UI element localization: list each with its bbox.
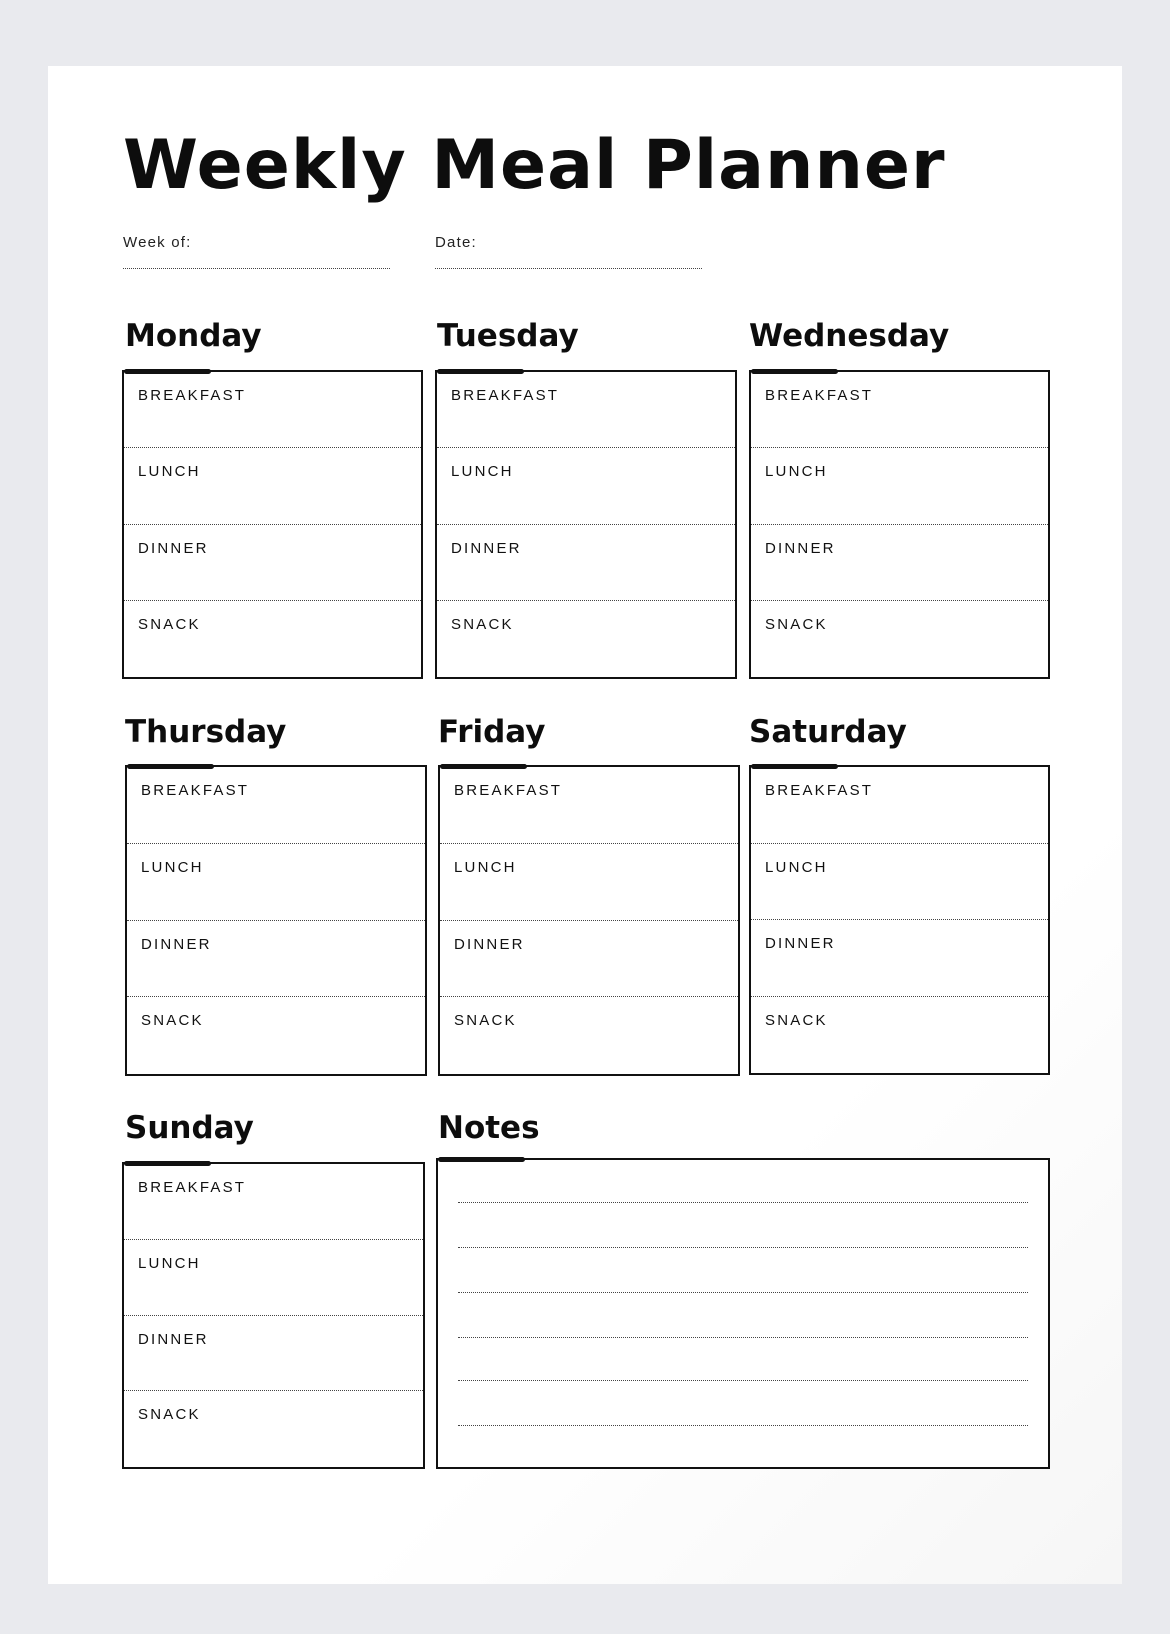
meal-slot-breakfast[interactable] [124, 1164, 423, 1240]
day-box-tuesday [435, 370, 737, 679]
meal-slot-dinner[interactable] [437, 525, 735, 601]
meal-slot-breakfast[interactable] [127, 767, 425, 844]
meal-label: SNACK [765, 615, 828, 633]
meal-label: SNACK [454, 1012, 517, 1030]
meal-label: SNACK [765, 1011, 828, 1029]
meal-slot-breakfast[interactable] [440, 767, 738, 844]
meal-label: DINNER [454, 935, 525, 953]
meal-slot-lunch[interactable] [751, 448, 1048, 524]
meal-slot-lunch[interactable] [127, 844, 425, 921]
meal-label: SNACK [138, 1406, 201, 1424]
meal-slot-breakfast[interactable] [437, 372, 735, 448]
day-box-thursday [125, 765, 427, 1076]
week-of-line[interactable] [123, 257, 390, 269]
day-heading-monday: Monday [125, 318, 262, 354]
day-heading-wednesday: Wednesday [749, 318, 950, 354]
notes-line[interactable] [458, 1292, 1028, 1293]
meal-slot-snack[interactable] [751, 601, 1048, 677]
meal-label: LUNCH [138, 1254, 201, 1272]
page-title: Weekly Meal Planner [123, 126, 946, 205]
notes-heading: Notes [438, 1110, 540, 1146]
meal-slot-breakfast[interactable] [124, 372, 421, 448]
meal-slot-lunch[interactable] [124, 448, 421, 524]
meal-label: LUNCH [765, 858, 828, 876]
date-field[interactable] [435, 234, 702, 269]
meal-slot-breakfast[interactable] [751, 767, 1048, 844]
meal-slot-breakfast[interactable] [751, 372, 1048, 448]
meal-label: DINNER [138, 1330, 209, 1348]
day-heading-thursday: Thursday [125, 714, 287, 750]
meal-label: LUNCH [141, 858, 204, 876]
notes-line[interactable] [458, 1337, 1028, 1338]
meal-slot-snack[interactable] [751, 997, 1048, 1074]
meal-label: DINNER [138, 539, 209, 557]
day-box-friday [438, 765, 740, 1076]
meal-slot-lunch[interactable] [437, 448, 735, 524]
meal-label: BREAKFAST [141, 782, 250, 799]
meal-slot-snack[interactable] [124, 1391, 423, 1467]
meal-slot-lunch[interactable] [124, 1240, 423, 1316]
day-box-monday [122, 370, 423, 679]
date-line[interactable] [435, 257, 702, 269]
meal-label: SNACK [138, 615, 201, 633]
meal-slot-lunch[interactable] [751, 844, 1048, 921]
meal-slot-dinner[interactable] [124, 1316, 423, 1392]
meal-label: SNACK [141, 1012, 204, 1030]
notes-line[interactable] [458, 1380, 1028, 1381]
meal-label: DINNER [451, 539, 522, 557]
meal-slot-dinner[interactable] [751, 525, 1048, 601]
meal-slot-snack[interactable] [124, 601, 421, 677]
day-heading-friday: Friday [438, 714, 546, 750]
meal-slot-snack[interactable] [127, 997, 425, 1074]
week-of-field[interactable] [123, 234, 390, 269]
meal-label: LUNCH [451, 463, 514, 481]
meal-label: DINNER [765, 935, 836, 952]
meal-slot-snack[interactable] [437, 601, 735, 677]
tab-marker [438, 1157, 525, 1162]
notes-line[interactable] [458, 1247, 1028, 1248]
meal-label: BREAKFAST [138, 1179, 247, 1196]
day-box-wednesday [749, 370, 1050, 679]
meal-slot-lunch[interactable] [440, 844, 738, 921]
date-label: Date: [435, 234, 477, 251]
meal-label: BREAKFAST [138, 387, 247, 404]
meal-label: DINNER [141, 935, 212, 953]
meal-label: LUNCH [765, 463, 828, 481]
meal-slot-dinner[interactable] [440, 921, 738, 998]
notes-line[interactable] [458, 1425, 1028, 1426]
meal-label: SNACK [451, 615, 514, 633]
meal-label: LUNCH [138, 463, 201, 481]
meal-slot-snack[interactable] [440, 997, 738, 1074]
meal-slot-dinner[interactable] [124, 525, 421, 601]
meal-label: BREAKFAST [765, 387, 874, 404]
notes-line[interactable] [458, 1202, 1028, 1203]
notes-box[interactable] [436, 1158, 1050, 1469]
meal-label: LUNCH [454, 858, 517, 876]
meal-label: BREAKFAST [765, 782, 874, 799]
day-heading-sunday: Sunday [125, 1110, 254, 1146]
day-box-sunday [122, 1162, 425, 1469]
day-box-saturday [749, 765, 1050, 1075]
meal-label: BREAKFAST [451, 387, 560, 404]
meal-slot-dinner[interactable] [751, 920, 1048, 997]
meal-label: DINNER [765, 539, 836, 557]
day-heading-saturday: Saturday [749, 714, 907, 750]
day-heading-tuesday: Tuesday [437, 318, 579, 354]
meal-slot-dinner[interactable] [127, 921, 425, 998]
meal-label: BREAKFAST [454, 782, 563, 799]
week-of-label: Week of: [123, 234, 192, 251]
